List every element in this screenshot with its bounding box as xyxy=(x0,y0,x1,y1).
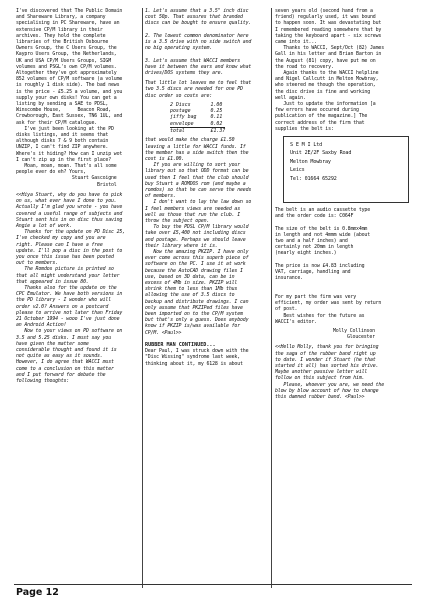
column-left xyxy=(16,8,142,384)
signature-molly: Molly Collinson Gloucester xyxy=(333,327,375,341)
column-divider-right xyxy=(271,8,272,588)
cost-row: 2 Discs 1.00 xyxy=(170,101,223,108)
letter-molly-start: Dear Paul, I was struck down with the "Disc Wissing" syndrome last week, thinking about it, my 6128 is about xyxy=(145,348,249,367)
cost-table xyxy=(170,102,225,134)
footer-rule xyxy=(14,584,412,585)
editor-reply-molly: <<Hello Molly, thank you for bringing the saga of the rubber band right up to date. I wonder if Stuart (he that started it all) has sorted his drive. Maybe another passive letter will follow on this subject from him. Please, whoever you are, we need the blow by blow account of how to change this damned rubber band. <Paul>> xyxy=(275,344,384,400)
supplier-address-box xyxy=(283,136,409,203)
editor-reply-continued: that would make the charge £1.50 leaving a little for WACCI funds. If the member has a side switch then the cost is £1.00. If you are willing to sort your library out so that ODD format can be used then I feel that the club should buy Stuart a ROMDOS rom (and maybe a romdos) so that he can serve the needs of members. I don't want to lay the law down so I feel members views are needed as well as those that run the club. I throw the subject open. To buy the PDSL CP/M library would take over £5,400 not including discs and postage. Perhaps we should leave their library where it is. Now the amazing PKZIP. I have only ever come across this superb piece of software on the PC. I use it at work because the AutoCAD drawing files I use, based on 3D data, can be in excess of 4Mb in size. PKZIP will shrink them to less than 1Mb thus allowing the use of 3.5 discs to backup and distribute drawings. I can only assume that PKZIPed files have been imported on to the CP/M system but that's only a guess. Does anybody know if PKZIP is/was available for CP/M. <Paul>> xyxy=(145,137,252,336)
cost-total-row: total £1.37 xyxy=(170,128,226,135)
supplier-address: S E M I Ltd Unit 2E/2F Saxby Road Melton Mowbray Leics Tel: 01664 65292 xyxy=(290,142,352,182)
letter-molly-belt-details: The belt is an audio cassette type and the order code is: C064F The size of the belt is 0.8mmx4mm in length and not 4mmm wide (about two and a half inches) and certainly not 20mm in length (nearly eight inches.) The price is now £4.83 including VAT, carriage, handling and insurance. For my part the firm was very efficient, my order was sent by return of post. Best wishes for the future as WACCI's editor. xyxy=(275,207,382,325)
editor-reply-costs-intro: That little lot leaves me to feel that two 3.5 discs are needed for one PD disc order so costs are: xyxy=(145,80,252,99)
section-heading-rubber-man: RUBBER MAN CONTINUED... xyxy=(145,341,216,348)
cost-row: envelope 0.02 xyxy=(170,120,223,127)
letter-molly-continued: seven years old (second hand from a friend) regularly used, it was bound to happen soon. It was devastating but I remembered reading somewhere that by taking the keyboard apart - six screws came into it... Thanks to WACCI, Sept/Oct (82) James Gall in his letter and Brian Barton in the August (81) copy, have put me on the road to recovery. Again thanks to the WACCI helpline and Nigel Callcutt in Melton Mowbray, who steered me though the operation, the disc drive is fine and working well again. Just to update the information [a few errors have occured during publication of the magazine.] The correct address of the firm that supplies the belt is: xyxy=(275,8,384,132)
letter-stuart-gascoigne: I've discovered that The Public Domain and Shareware Library, a company specialising in PC Shareware, have an extensive CP/M library in their archives. They hold the complete libraries of the British Osbourne Owners Group, the C Users Group, the Kaypro Users Group, the Netherlands, UK and USA CP/M Users Groups, SIGM volumes and PSGL's own CP/M volumes. Altogether they've got approximately 852 volumes of CP/M software (a volume is roughly 1 disk side). The bad news is the price - £5.25 a volume, and you supply your own disks! You can get a listing by sending a SAE to PDSL, Winscombe House, Beacon Road, Crowborough, East Sussex, TN6 1UL, and ask for their CP/M catalogue. I've just been looking at the PD disks listings, and it seems that although disks 7 & 9 both contain UNZIP, I can't find ZIP anywhere. Where's it hiding? How can I unzip wot I can't zip up in the first place? Moan, moan, moan. That's all some people ever do eh? Yours, Stuart Gascoigne Bristol xyxy=(16,8,123,188)
column-middle xyxy=(145,8,269,367)
page-number: Page 12 xyxy=(16,587,59,598)
editor-reply-stuart: <<Hiya Stuart, why do you have to pick on us, what ever have I done to you. Actually I'm glad you wrote - you have covered a useful range of subjects and Stuart sent his in on disc thus saving Angie a lot of work. Thanks for the update on PD Disc 25, I've checked my copy and you are right. Please can I have a free update. I'll pop a disc in the post to you once this issue has been posted out to members. The Romdos picture is printed so that all might understand your letter that appeared in issue 80. Thanks also for the update on the CPC Emulator. We have both versions in the PD library - I wonder who will order v2.0? Answers on a postcard please to arrive not later than Friday 21 October 1994 - wooo I've just done an Android Action! Now to your views on PD software on 3.5 and 5.25 disks. I must say you have given the matter some considerable thought and found it is not quite as easy as it sounds. However, I do agree that WACCI must come to a conclusion on this matter and I put forward for debate the following thoughts: xyxy=(16,191,125,384)
cost-row: postage 0.25 xyxy=(170,108,223,115)
column-right xyxy=(275,8,411,400)
cost-row: jiffy bag 0.11 xyxy=(170,114,223,121)
column-divider-left xyxy=(142,8,143,588)
editor-reply-points: 1. Let's assume that a 3.5" inch disc cost 50p. That assures that branded discs can be bought to ensure quality. 2. The lowest common denominator here is a 3.5 drive with no side switch and no big operating system. 3. Let's assume that WACCI members have it between the ears and know what drives/DOS systems they are. xyxy=(145,8,252,77)
